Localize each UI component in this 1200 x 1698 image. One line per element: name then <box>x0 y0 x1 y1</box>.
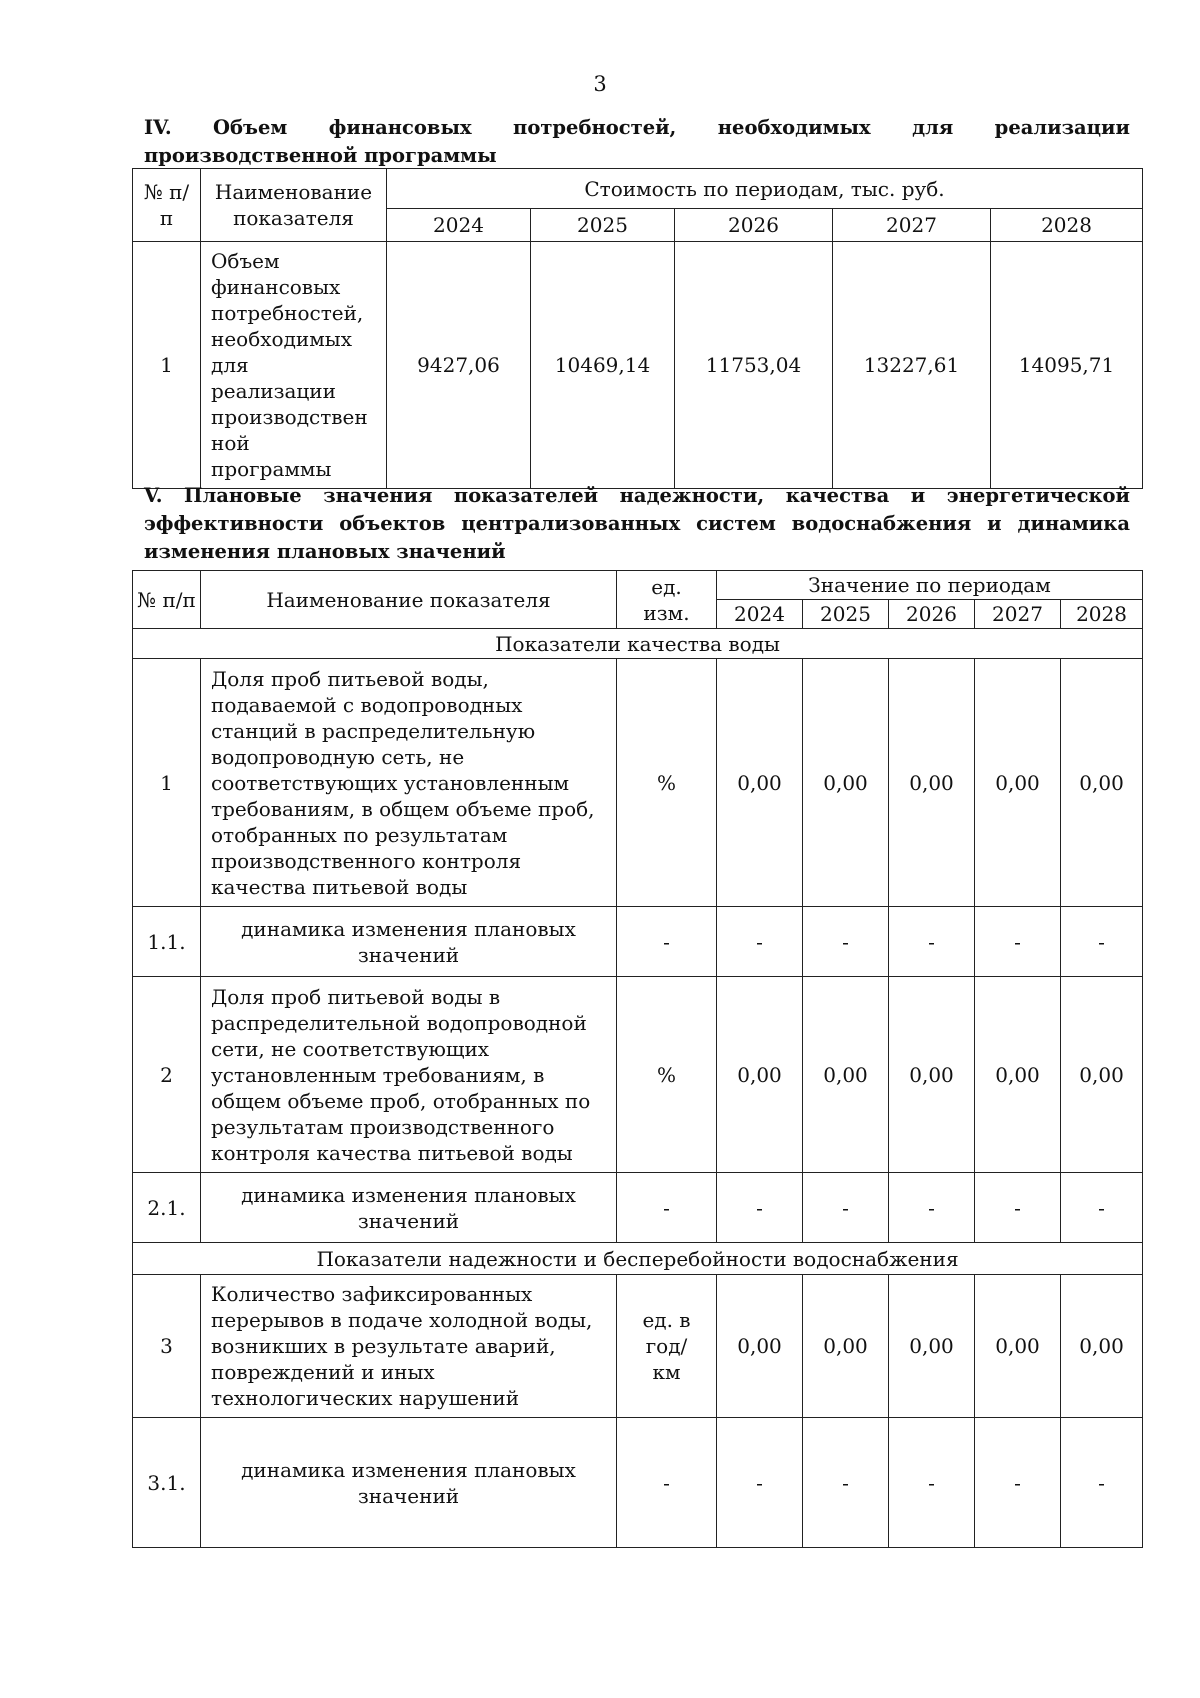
row-unit: % <box>617 659 717 907</box>
section-5-title: V. Плановые значения показателей надежности, качества и энергетической эффективности объектов централизованных систем водоснабжения и динамика изменения плановых значений <box>144 484 1130 563</box>
row-value: 0,00 <box>889 1275 975 1418</box>
row-value: 0,00 <box>1061 977 1143 1173</box>
row-name: Количество зафиксированных перерывов в подаче холодной воды, возникших в результате аварий, повреждений и иных технологических нарушений <box>201 1275 617 1418</box>
row-name: Доля проб питьевой воды, подаваемой с водопроводных станций в распределительную водопроводную сеть, не соответствующих установленным требованиям, в общем объеме проб, отобранных по результатам производственного контроля качества питьевой воды <box>201 659 617 907</box>
header-num: № п/п <box>133 571 201 629</box>
row-value: - <box>975 907 1061 977</box>
row-name: динамика изменения плановых значений <box>201 1418 617 1548</box>
table-row <box>133 1418 1143 1548</box>
row-value: - <box>717 907 803 977</box>
row-name: динамика изменения плановых значений <box>201 1173 617 1243</box>
row-value: - <box>975 1418 1061 1548</box>
header-cost: Стоимость по периодам, тыс. руб. <box>387 169 1143 209</box>
row-name: Доля проб питьевой воды в распределительной водопроводной сети, не соответствующих установленным требованиям, в общем объеме проб, отобранных по результатам производственного контроля качества питьевой воды <box>201 977 617 1173</box>
year-header: 2025 <box>531 209 675 242</box>
group-title-water-quality: Показатели качества воды <box>133 629 1143 659</box>
row-name: Объем финансовых потребностей, необходимых для реализации производствен ной программы <box>201 242 387 489</box>
row-value: - <box>1061 1173 1143 1243</box>
row-value: - <box>1061 1418 1143 1548</box>
row-value: - <box>717 1173 803 1243</box>
row-value: 13227,61 <box>833 242 991 489</box>
row-num: 2 <box>133 977 201 1173</box>
row-value: 0,00 <box>717 977 803 1173</box>
year-header: 2026 <box>675 209 833 242</box>
row-value: 0,00 <box>975 1275 1061 1418</box>
header-num: № п/п <box>133 169 201 242</box>
financial-needs-table <box>132 168 1143 489</box>
row-value: 0,00 <box>1061 659 1143 907</box>
row-value: 0,00 <box>975 659 1061 907</box>
header-name: Наименование показателя <box>201 169 387 242</box>
row-num: 2.1. <box>133 1173 201 1243</box>
row-value: 9427,06 <box>387 242 531 489</box>
table-row <box>133 659 1143 907</box>
row-value: 0,00 <box>803 659 889 907</box>
row-num: 1.1. <box>133 907 201 977</box>
row-value: - <box>975 1173 1061 1243</box>
row-unit: - <box>617 1173 717 1243</box>
table-row <box>133 977 1143 1173</box>
row-value: - <box>803 1173 889 1243</box>
row-value: - <box>889 907 975 977</box>
header-name: Наименование показателя <box>201 571 617 629</box>
table-row <box>133 907 1143 977</box>
row-name: динамика изменения плановых значений <box>201 907 617 977</box>
year-header: 2027 <box>833 209 991 242</box>
row-value: 0,00 <box>975 977 1061 1173</box>
row-value: - <box>803 907 889 977</box>
row-value: 0,00 <box>803 977 889 1173</box>
table-row <box>133 1275 1143 1418</box>
year-header: 2027 <box>975 600 1061 629</box>
row-value: - <box>803 1418 889 1548</box>
section-4-title: IV. Объем финансовых потребностей, необходимых для реализации производственной программы <box>144 116 1130 167</box>
row-value: 14095,71 <box>991 242 1143 489</box>
year-header: 2024 <box>387 209 531 242</box>
row-value: 11753,04 <box>675 242 833 489</box>
row-value: - <box>889 1173 975 1243</box>
year-header: 2025 <box>803 600 889 629</box>
header-values: Значение по периодам <box>717 571 1143 600</box>
row-value: 0,00 <box>889 977 975 1173</box>
row-unit: - <box>617 1418 717 1548</box>
row-value: - <box>1061 907 1143 977</box>
row-unit: % <box>617 977 717 1173</box>
indicators-table <box>132 570 1143 1548</box>
row-value: 0,00 <box>889 659 975 907</box>
row-num: 1 <box>133 659 201 907</box>
header-unit: ед. изм. <box>617 571 717 629</box>
row-num: 3.1. <box>133 1418 201 1548</box>
year-header: 2024 <box>717 600 803 629</box>
row-num: 1 <box>133 242 201 489</box>
row-value: 0,00 <box>717 1275 803 1418</box>
row-value: 10469,14 <box>531 242 675 489</box>
table-row <box>133 1173 1143 1243</box>
page-number: 3 <box>593 72 607 96</box>
row-num: 3 <box>133 1275 201 1418</box>
row-value: - <box>889 1418 975 1548</box>
row-value: 0,00 <box>803 1275 889 1418</box>
year-header: 2028 <box>1061 600 1143 629</box>
row-value: - <box>717 1418 803 1548</box>
group-title-reliability: Показатели надежности и бесперебойности водоснабжения <box>133 1243 1143 1275</box>
row-value: 0,00 <box>717 659 803 907</box>
row-unit: ед. в год/ км <box>617 1275 717 1418</box>
row-unit: - <box>617 907 717 977</box>
table-row <box>133 242 1143 489</box>
year-header: 2026 <box>889 600 975 629</box>
year-header: 2028 <box>991 209 1143 242</box>
row-value: 0,00 <box>1061 1275 1143 1418</box>
